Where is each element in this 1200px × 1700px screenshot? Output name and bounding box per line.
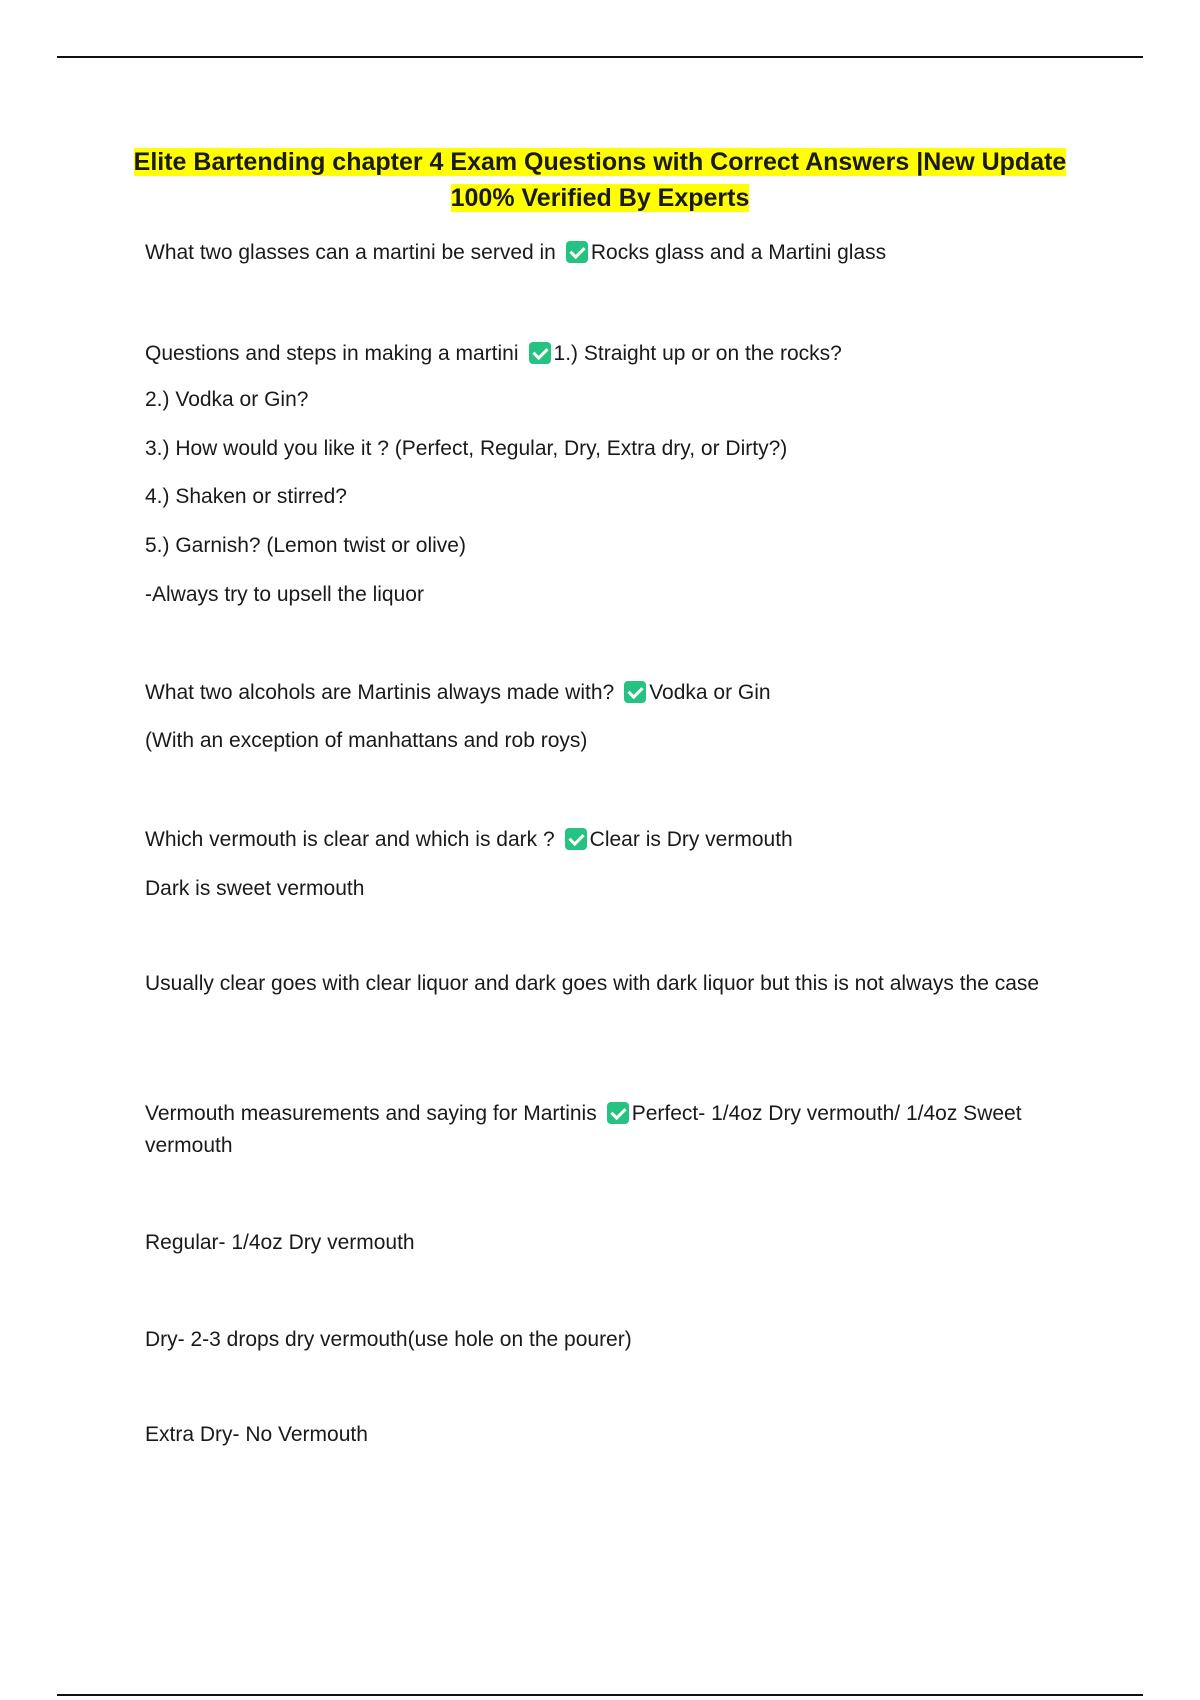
question-text: Questions and steps in making a martini xyxy=(145,342,519,365)
answer-line: 3.) How would you like it ? (Perfect, Regular, Dry, Extra dry, or Dirty?) xyxy=(145,437,788,460)
answer-line: 5.) Garnish? (Lemon twist or olive) xyxy=(145,534,466,557)
question-text: What two glasses can a martini be served in xyxy=(145,241,556,264)
check-box-icon xyxy=(529,342,551,364)
answer-line: Dark is sweet vermouth xyxy=(145,877,365,900)
answer-text: 1.) Straight up or on the rocks? xyxy=(553,342,842,365)
check-box-icon xyxy=(566,241,588,263)
title-line-2: 100% Verified By Experts xyxy=(450,184,750,212)
answer-line: Extra Dry- No Vermouth xyxy=(145,1423,368,1446)
answer-text: Rocks glass and a Martini glass xyxy=(590,241,887,264)
qa-item xyxy=(145,338,842,370)
qa-item xyxy=(145,1098,1105,1162)
bottom-rule xyxy=(57,1694,1143,1696)
qa-item xyxy=(145,677,771,709)
answer-line: 4.) Shaken or stirred? xyxy=(145,485,347,508)
qa-item xyxy=(145,824,793,856)
qa-item xyxy=(145,237,886,269)
answer-text: Clear is Dry vermouth xyxy=(589,828,793,851)
question-text: What two alcohols are Martinis always made with? xyxy=(145,681,615,704)
document-title xyxy=(100,144,1100,216)
title-line-1: Elite Bartending chapter 4 Exam Questions with Correct Answers |New Update xyxy=(133,148,1067,176)
check-box-icon xyxy=(624,681,646,703)
answer-line: 2.) Vodka or Gin? xyxy=(145,388,309,411)
question-text: Which vermouth is clear and which is dark ? xyxy=(145,828,555,851)
check-box-icon xyxy=(565,828,587,850)
answer-text: Perfect- 1/4oz Dry vermouth/ 1/4oz Sweet vermouth xyxy=(145,1102,1022,1157)
question-text: Vermouth measurements and saying for Martinis xyxy=(145,1102,597,1125)
answer-line: Regular- 1/4oz Dry vermouth xyxy=(145,1231,415,1254)
answer-line: -Always try to upsell the liquor xyxy=(145,583,424,606)
answer-line: (With an exception of manhattans and rob roys) xyxy=(145,729,588,752)
answer-line: Usually clear goes with clear liquor and dark goes with dark liquor but this is not always the case xyxy=(145,972,1040,995)
check-box-icon xyxy=(607,1102,629,1124)
answer-text: Vodka or Gin xyxy=(649,681,771,704)
top-rule xyxy=(57,56,1143,58)
answer-line: Dry- 2-3 drops dry vermouth(use hole on the pourer) xyxy=(145,1328,632,1351)
